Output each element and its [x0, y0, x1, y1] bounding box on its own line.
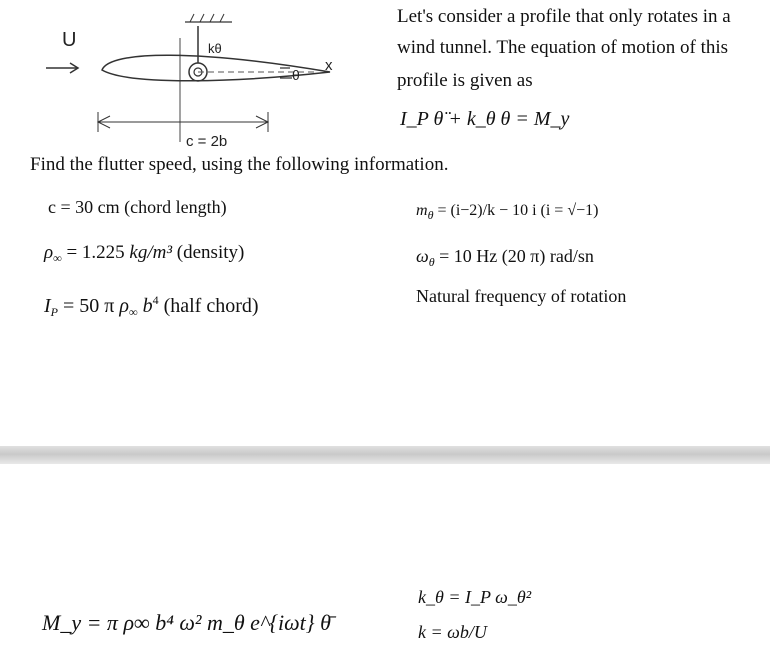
- intro-line-2: wind tunnel. The equation of motion of this: [397, 37, 729, 58]
- m-theta-given: $m_\theta = (i-2)/k - 10$ i (i = √−1): [416, 202, 599, 222]
- density-note: (density): [176, 242, 245, 263]
- density-value: = 1.225: [66, 242, 125, 263]
- reduced-frequency-formula: k = ωb/U: [418, 622, 487, 642]
- axis-label: x: [325, 57, 333, 74]
- intro-line-3: profile is given as: [397, 70, 533, 91]
- moment-formula: M_y = π ρ∞ b⁴ ω² m_θ e^{iωt} θ̄: [42, 610, 331, 635]
- density-unit: kg/m³: [129, 242, 173, 263]
- velocity-label: U: [62, 29, 77, 51]
- angle-label: θ: [292, 67, 300, 83]
- inertia-note: (half chord): [163, 295, 259, 317]
- inertia-value: = 50 π: [63, 295, 115, 317]
- task-statement: Find the flutter speed, using the following information.: [30, 154, 449, 175]
- m-theta-value: = (i−2)/k − 10 i (i = √−1): [437, 202, 599, 219]
- section-divider: [0, 446, 770, 464]
- omega-given: $\omega_\theta = 10$ Hz (20 π) rad/sn: [416, 246, 594, 269]
- natural-frequency-label: Natural frequency of rotation: [416, 286, 627, 306]
- k-theta-formula: k_θ = I_P ω_θ²: [418, 587, 532, 607]
- chord-given: c = 30 cm (chord length): [48, 197, 227, 217]
- airfoil-sketch: [40, 0, 370, 160]
- inertia-given: $I_P = 50$ π $\rho_\infty$ $b^4$ (half chord): [44, 293, 259, 319]
- density-given: $\rho_\infty = 1.225$ kg/m³ (density): [44, 242, 245, 265]
- omega-value: = 10 Hz (20 π) rad/sn: [439, 246, 594, 266]
- equation-of-motion: I_P θ̈ + k_θ θ = M_y: [400, 108, 570, 130]
- intro-line-1: Let's consider a profile that only rotates in a: [397, 6, 731, 27]
- chord-label: c = 2b: [186, 133, 228, 150]
- spring-label: kθ: [208, 41, 222, 56]
